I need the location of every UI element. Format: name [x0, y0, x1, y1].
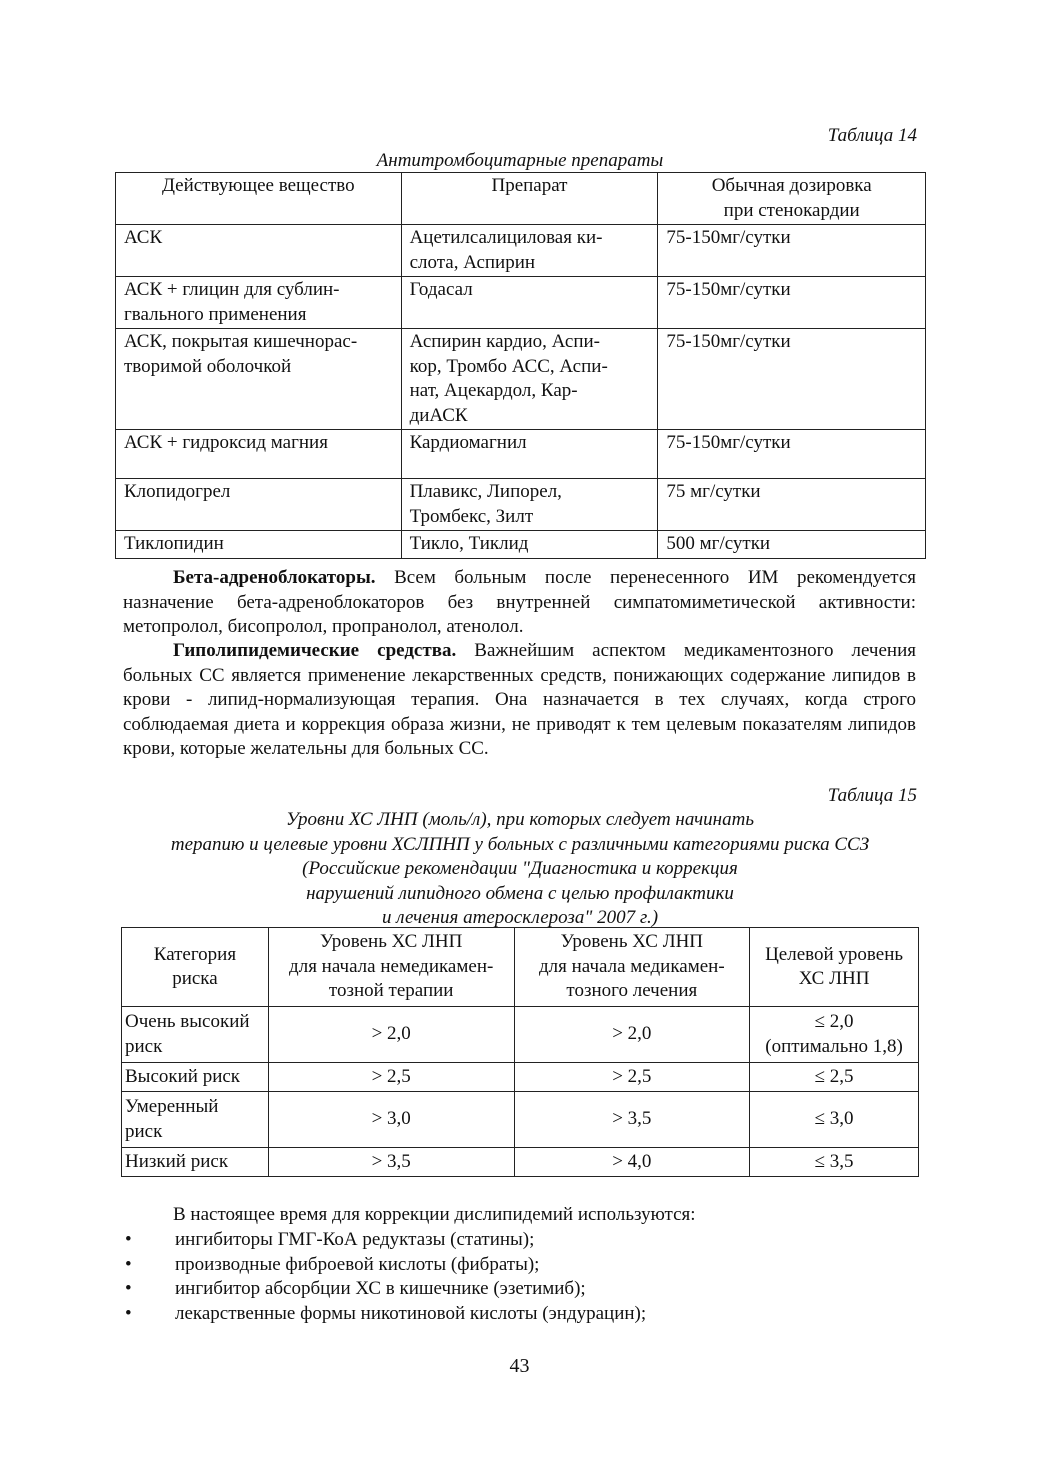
table14-header-cell: Препарат	[401, 173, 658, 225]
list-item	[120, 1302, 646, 1327]
table-cell: > 2,0	[268, 1007, 514, 1063]
paragraph-beta-blockers	[123, 566, 916, 640]
table-cell: > 2,5	[514, 1063, 750, 1092]
list-item	[120, 1277, 646, 1302]
table15-header-cell: Уровень ХС ЛНП для начала медикамен- тозного лечения	[514, 928, 750, 1007]
list-item-text: ингибитор абсорбции ХС в кишечнике (эзетимиб);	[175, 1278, 586, 1299]
table-row	[122, 1092, 919, 1148]
page-number: 43	[509, 1355, 530, 1377]
table-row	[116, 531, 926, 559]
table-cell: АСК + гидроксид магния	[116, 430, 402, 479]
table14	[115, 172, 926, 559]
table15-header-row	[122, 928, 919, 1007]
table-cell: Клопидогрел	[116, 479, 402, 531]
table-cell: Кардиомагнил	[401, 430, 658, 479]
table-cell: Высокий риск	[122, 1063, 269, 1092]
table-cell: Плавикс, Липорел, Тромбекс, Зилт	[401, 479, 658, 531]
bullet-icon: •	[125, 1253, 132, 1275]
table-cell: Тиклопидин	[116, 531, 402, 559]
list-item	[120, 1228, 646, 1253]
table-cell: 75-150мг/сутки	[658, 225, 926, 277]
table-cell: АСК + глицин для сублин- гвального применения	[116, 277, 402, 329]
paragraph-heading: Бета-адреноблокаторы.	[173, 567, 376, 588]
table-row	[122, 1063, 919, 1092]
table-cell: > 3,0	[268, 1092, 514, 1148]
table-cell: > 2,0	[514, 1007, 750, 1063]
table-cell: АСК, покрытая кишечнорас- творимой оболочкой	[116, 329, 402, 430]
table15-header-cell: Уровень ХС ЛНП для начала немедикамен- тозной терапии	[268, 928, 514, 1007]
table15-title-line: (Российские рекомендации "Диагностика и коррекция	[302, 858, 738, 879]
paragraph-text: Важнейшим аспектом медикаментозного лечения больных СС является применение лекарственных средств, понижающих содержание липидов в крови - липид-нормализующая терапия. Она назначается в тех случаях, когда строго соблюдаемая диета и коррекция образа жизни, не приводят к тем целевым показателям липидов крови, которые желательны для больных СС.	[123, 640, 916, 759]
table15-title-line: и лечения атеросклероза" 2007 г.)	[381, 907, 659, 928]
table-cell: Низкий риск	[122, 1148, 269, 1177]
table-row	[116, 479, 926, 531]
table-cell: > 3,5	[514, 1092, 750, 1148]
table15-header-cell: Категория риска	[122, 928, 269, 1007]
table-cell: ≤ 3,5	[750, 1148, 919, 1177]
table-cell: > 2,5	[268, 1063, 514, 1092]
list-item-text: производные фиброевой кислоты (фибраты);	[175, 1253, 540, 1275]
paragraph-heading: Гиполипидемические средства.	[173, 640, 457, 661]
table15-title-line: Уровни ХС ЛНП (моль/л), при которых следует начинать	[286, 809, 754, 830]
list-item-text: ингибиторы ГМГ-КоА редуктазы (статины);	[175, 1229, 535, 1250]
table-cell: 75 мг/сутки	[658, 479, 926, 531]
paragraph-lipid-lowering	[123, 639, 916, 762]
table15-title-line: терапию и целевые уровни ХСЛПНП у больных с различными категориями риска ССЗ	[170, 833, 870, 855]
table-cell: 75-150мг/сутки	[658, 430, 926, 479]
table14-header-cell: Действующее вещество	[116, 173, 402, 225]
table15	[121, 927, 919, 1177]
table-cell: ≤ 2,5	[750, 1063, 919, 1092]
table-cell: Аспирин кардио, Аспи- кор, Тромбо АСС, Аспи- нат, Ацекардол, Кар- диАСК	[401, 329, 658, 430]
table-cell: АСК	[116, 225, 402, 277]
table15-header-cell: Целевой уровень ХС ЛНП	[750, 928, 919, 1007]
table14-number: Таблица 14	[827, 125, 917, 146]
table-cell: Годасал	[401, 277, 658, 329]
table-cell: > 3,5	[268, 1148, 514, 1177]
bullet-icon: •	[125, 1229, 132, 1250]
table-row	[116, 225, 926, 277]
table14-header-row	[116, 173, 926, 225]
table-row	[116, 277, 926, 329]
bullet-icon: •	[125, 1302, 132, 1324]
table-row	[122, 1007, 919, 1063]
table-cell: Очень высокий риск	[122, 1007, 269, 1063]
table14-header-cell: Обычная дозировка при стенокардии	[658, 173, 926, 225]
table-cell: 75-150мг/сутки	[658, 329, 926, 430]
table-cell: > 4,0	[514, 1148, 750, 1177]
paragraph-text: Всем больным после перенесенного ИМ рекомендуется назначение бета-адреноблокаторов без внутренней симпатомиметической активности: метопролол, бисопролол, пропранолол, атенолол.	[123, 567, 916, 637]
list-item-text: лекарственные формы никотиновой кислоты (эндурацин);	[175, 1302, 647, 1324]
list-item	[120, 1253, 646, 1278]
table-row	[116, 329, 926, 430]
table-cell: 500 мг/сутки	[658, 531, 926, 559]
table-cell: Ацетилсалициловая ки- слота, Аспирин	[401, 225, 658, 277]
table-cell: ≤ 3,0	[750, 1092, 919, 1148]
list-intro: В настоящее время для коррекции дислипидемий используются:	[173, 1204, 696, 1225]
table-cell: Умеренный риск	[122, 1092, 269, 1148]
table15-title-line: нарушений липидного обмена с целью профилактики	[306, 882, 734, 904]
table-cell: Тикло, Тиклид	[401, 531, 658, 559]
bullet-list	[120, 1228, 646, 1326]
table-cell: 75-150мг/сутки	[658, 277, 926, 329]
table15-title	[115, 808, 925, 931]
bullet-icon: •	[125, 1278, 132, 1299]
table-row	[122, 1148, 919, 1177]
table15-number: Таблица 15	[827, 785, 917, 806]
table-cell: ≤ 2,0 (оптимально 1,8)	[750, 1007, 919, 1063]
table14-title: Антитромбоцитарные препараты	[376, 150, 664, 171]
table-row	[116, 430, 926, 479]
